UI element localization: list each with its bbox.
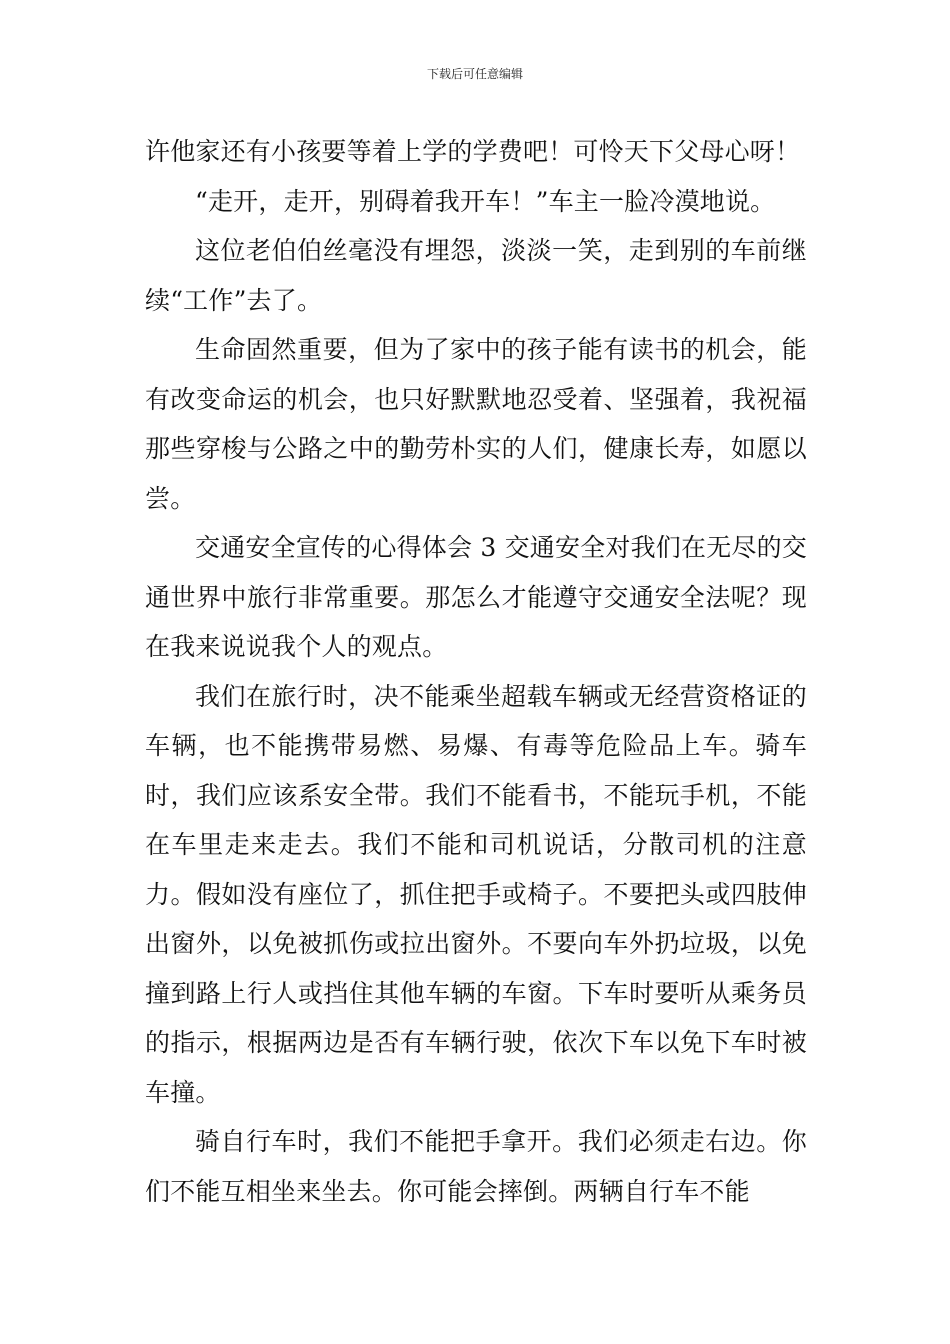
document-body [145,127,807,1216]
paragraph-1: 许他家还有小孩要等着上学的学费吧！可怜天下父母心呀！ [145,137,801,166]
paragraph-5: 交通安全宣传的心得体会 3 交通安全对我们在无尽的交通世界中旅行非常重要。那怎么才能遵守交通安全法呢？现在我来说说我个人的观点。 [145,533,808,661]
paragraph-2: “走开，走开，别碍着我开车！”车主一脸冷漠地说。 [195,186,776,216]
paragraph-4: 生命固然重要，但为了家中的孩子能有读书的机会，能有改变命运的机会，也只好默默地忍受着、坚强着，我祝福那些穿梭与公路之中的勤劳朴实的人们，健康长寿，如愿以尝。 [145,335,807,513]
paragraph-6: 我们在旅行时，决不能乘坐超载车辆或无经营资格证的车辆，也不能携带易燃、易爆、有毒等危险品上车。骑车时，我们应该系安全带。我们不能看书，不能玩手机，不能在车里走来走去。我们不能和司机说话，分散司机的注意力。假如没有座位了，抓住把手或椅子。不要把头或四肢伸出窗外，以免被抓伤或拉出窗外。不要向车外扔垃圾，以免撞到路上行人或挡住其他车辆的车窗。下车时要听从乘务员的指示，根据两边是否有车辆行驶，依次下车以免下车时被车撞。 [145,681,807,1107]
page-header: 下载后可任意编辑 [426,67,523,81]
paragraph-7: 骑自行车时，我们不能把手拿开。我们必须走右边。你们不能互相坐来坐去。你可能会摔倒。两辆自行车不能 [145,1127,807,1206]
paragraph-3: 这位老伯伯丝毫没有埋怨，淡淡一笑，走到别的车前继续“工作”去了。 [145,236,807,315]
